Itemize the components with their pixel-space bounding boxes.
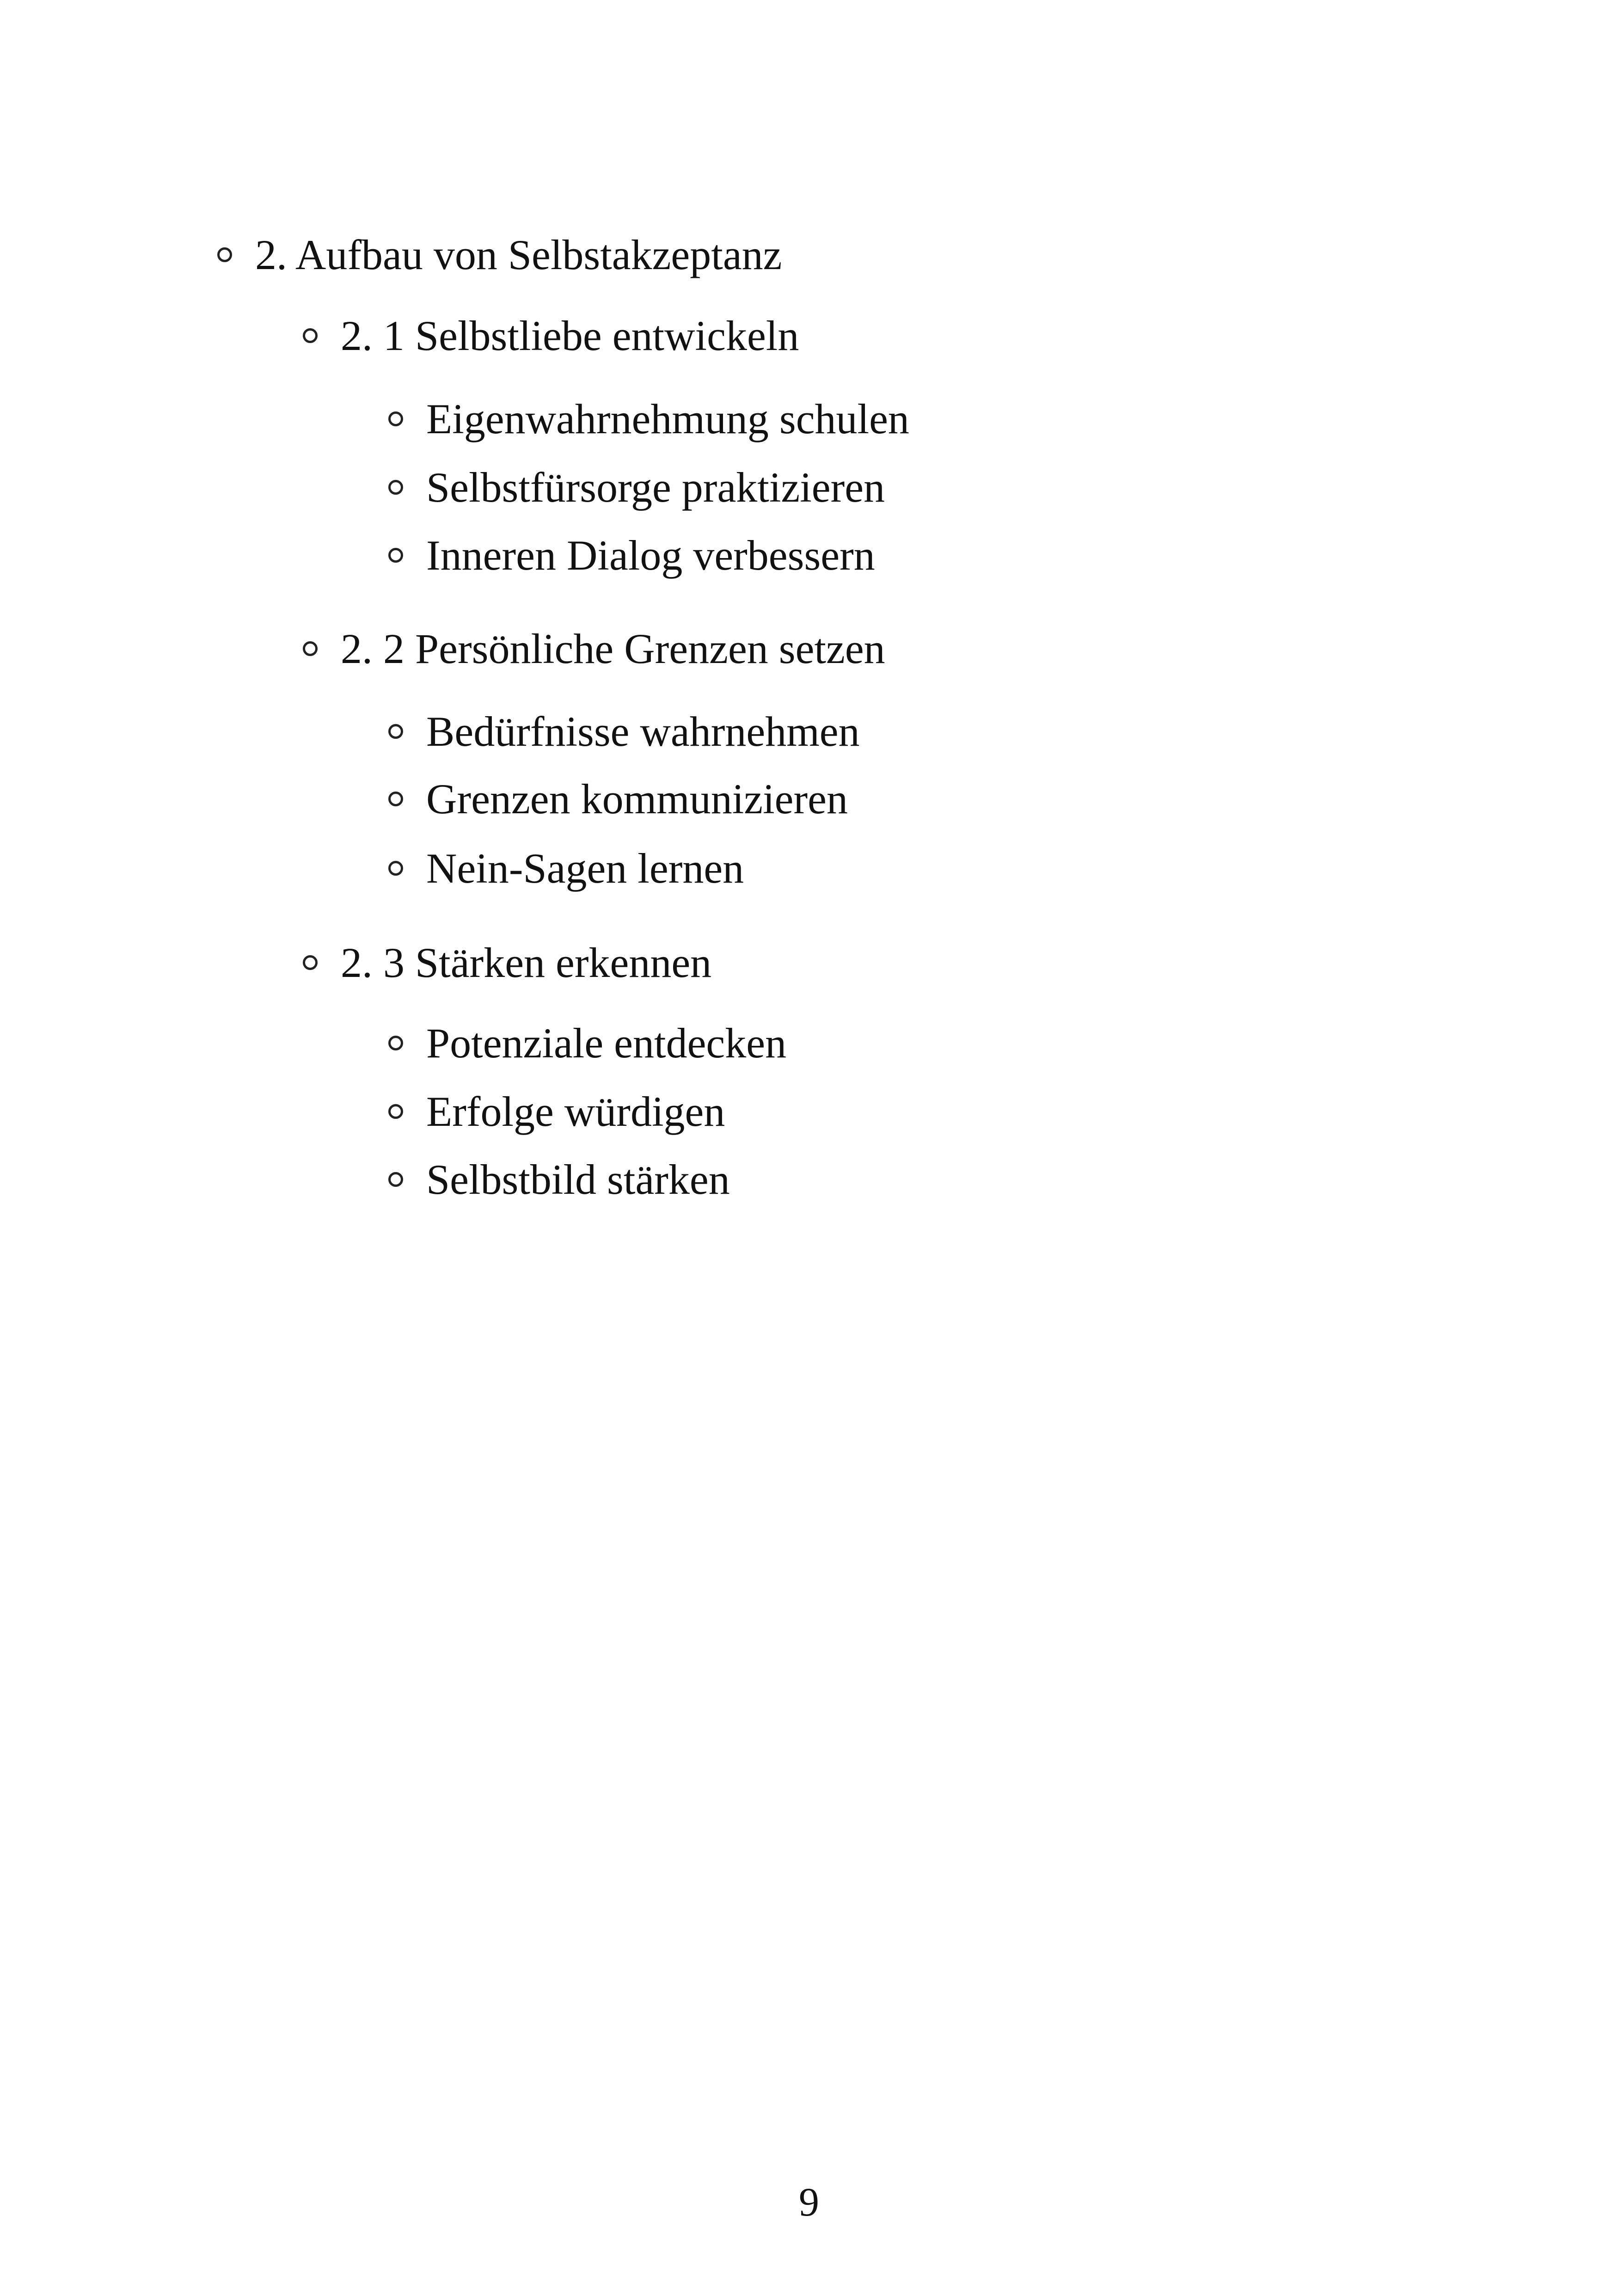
outline-section-label: 2. 2 Persönliche Grenzen setzen <box>341 625 885 672</box>
outline-subitem <box>388 1090 725 1133</box>
circle-bullet-icon <box>388 411 403 426</box>
outline-section-2-3 <box>303 941 711 984</box>
circle-bullet-icon <box>388 1104 403 1119</box>
circle-bullet-icon <box>388 861 403 876</box>
outline-subitem-label: Selbstfürsorge praktizieren <box>426 464 885 511</box>
circle-bullet-icon <box>303 955 318 970</box>
outline-subitem <box>388 1019 787 1067</box>
outline-subitem-label: Nein-Sagen lernen <box>426 845 744 892</box>
circle-bullet-icon <box>388 724 403 739</box>
outline-item-label: 2. Aufbau von Selbstakzeptanz <box>255 231 782 278</box>
outline-subitem <box>388 395 909 442</box>
outline-section-label: 2. 1 Selbstliebe entwickeln <box>341 312 799 359</box>
outline-subitem-label: Selbstbild stärken <box>426 1156 730 1203</box>
outline-item-main <box>217 233 782 276</box>
outline-subitem-label: Bedürfnisse wahrnehmen <box>426 708 860 755</box>
outline-section-label: 2. 3 Stärken erkennen <box>341 939 712 986</box>
outline-subitem-label: Grenzen kommunizieren <box>426 775 848 823</box>
circle-bullet-icon <box>388 480 403 495</box>
outline-subitem-label: Inneren Dialog verbessern <box>426 532 875 579</box>
outline-section-2-2 <box>303 627 885 670</box>
outline-subitem-label: Erfolge würdigen <box>426 1088 725 1135</box>
page-number: 9 <box>799 2180 819 2225</box>
circle-bullet-icon <box>388 792 403 806</box>
outline-subitem <box>388 466 885 509</box>
outline-subitem <box>388 847 744 890</box>
outline-section-2-1 <box>303 314 799 357</box>
circle-bullet-icon <box>388 548 403 563</box>
outline-subitem <box>388 534 875 577</box>
outline-subitem <box>388 1158 730 1201</box>
circle-bullet-icon <box>303 641 318 656</box>
circle-bullet-icon <box>217 247 232 262</box>
circle-bullet-icon <box>388 1172 403 1187</box>
circle-bullet-icon <box>303 328 318 343</box>
outline-subitem <box>388 710 860 753</box>
outline-subitem <box>388 775 848 823</box>
outline-subitem-label: Eigenwahrnehmung schulen <box>426 395 909 442</box>
circle-bullet-icon <box>388 1036 403 1050</box>
outline-subitem-label: Potenziale entdecken <box>426 1019 787 1067</box>
